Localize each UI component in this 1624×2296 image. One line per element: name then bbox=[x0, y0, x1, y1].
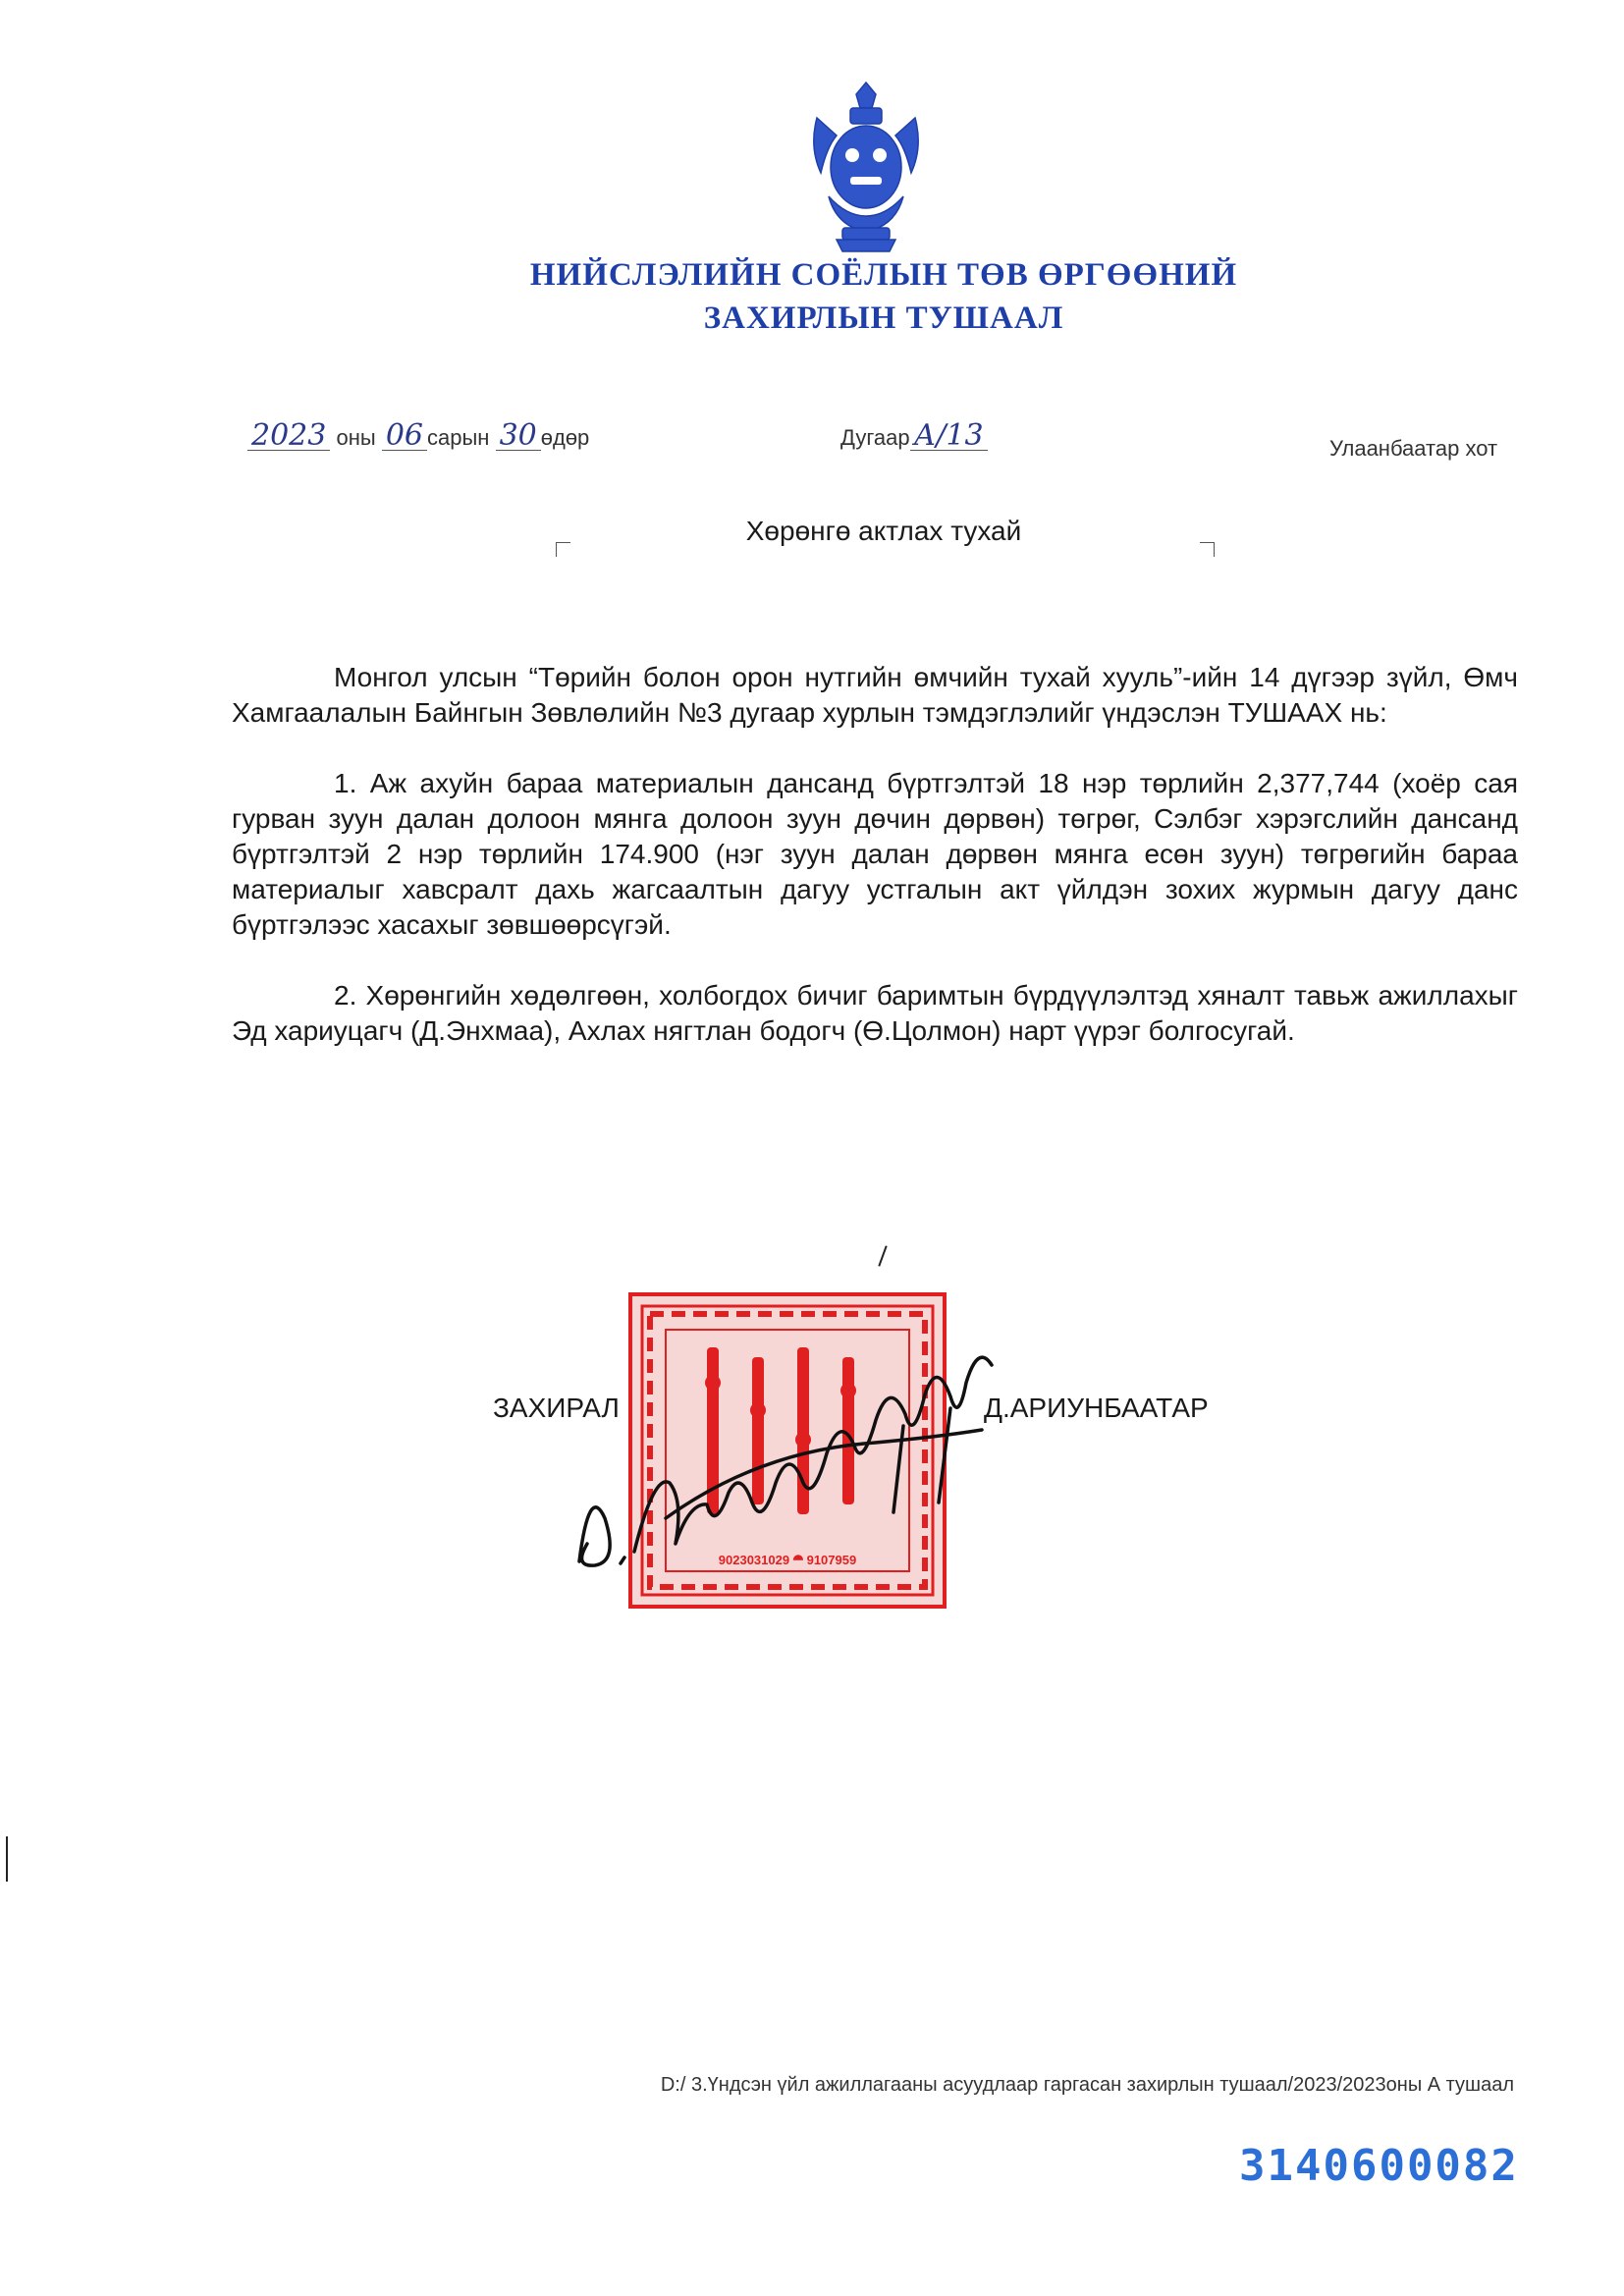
order-number-label: Дугаар bbox=[840, 425, 910, 450]
city: Улаанбаатар хот bbox=[1329, 436, 1498, 461]
scan-mark bbox=[878, 1245, 887, 1266]
date-year: 2023 bbox=[247, 422, 330, 451]
intro-paragraph: Монгол улсын “Төрийн болон орон нутгийн өмчийн тухай хууль”-ийн 14 дүгээр зүйл, Өмч Хамгаалалын Байнгын Зөвлөлийн №3 дугаар хурлын тэмдэглэлийг үндэслэн ТУШААХ нь: bbox=[232, 662, 1518, 728]
date-month: 06 bbox=[382, 422, 427, 451]
date-year-suffix: оны bbox=[336, 425, 376, 450]
order-number-value: А/13 bbox=[910, 422, 988, 451]
soyombo-emblem-icon bbox=[807, 79, 925, 255]
order-item-2: 2. Хөрөнгийн хөдөлгөөн, холбогдох бичиг баримтын бүрдүүлэлтэд хяналт тавьж ажиллахыг Эд хариуцагч (Д.Энхмаа), Ахлах нягтлан бодогч (Ө.Цолмон) нарт үүрэг болгосугай. bbox=[232, 980, 1518, 1046]
date-day-suffix: өдөр bbox=[540, 425, 590, 450]
file-path: D:/ 3.Үндсэн үйл ажиллагааны асуудлаар гаргасан захирлын тушаал/2023/2023оны А тушаал bbox=[660, 2074, 1514, 2096]
registration-number: 3140600082 bbox=[1239, 2141, 1519, 2191]
date-line bbox=[247, 418, 590, 453]
signer-name: Д.АРИУНБААТАР bbox=[984, 1393, 1209, 1423]
order-number bbox=[840, 418, 988, 453]
date-month-suffix: сарын bbox=[427, 425, 490, 450]
document-subject: Хөрөнгө актлах тухай bbox=[745, 516, 1022, 546]
handwritten-signature bbox=[560, 1336, 1021, 1591]
order-item-1: 1. Аж ахуйн бараа материалын дансанд бүртгэлтэй 18 нэр төрлийн 2,377,744 (хоёр сая гурван зуун далан долоон мянга долоон зуун дөчин дөрвөн) төгрөг, Сэлбэг хэрэгслийн дансанд бүртгэлтэй 2 нэр төрлийн 174.900 (нэг зуун далан дөрвөн мянга есөн зуун) төгрөгийн бараа материалыг хавсралт дахь жагсаалтын дагуу устгалын акт үйлдэн зохих журмын дагуу данс бүртгэлээс хасахыг зөвшөөрсүгэй. bbox=[232, 768, 1518, 940]
org-title-line2: ЗАХИРЛЫН ТУШААЛ bbox=[703, 301, 1064, 336]
document-body bbox=[232, 660, 1518, 1084]
date-day: 30 bbox=[496, 422, 541, 451]
stamp-number: 9023031029 ⯊ 9107959 bbox=[718, 1553, 857, 1567]
org-title-line1: НИЙСЛЭЛИЙН СОЁЛЫН ТӨВ ӨРГӨӨНИЙ bbox=[529, 257, 1238, 293]
signer-title: ЗАХИРАЛ bbox=[493, 1393, 620, 1423]
scan-mark bbox=[6, 1836, 8, 1882]
